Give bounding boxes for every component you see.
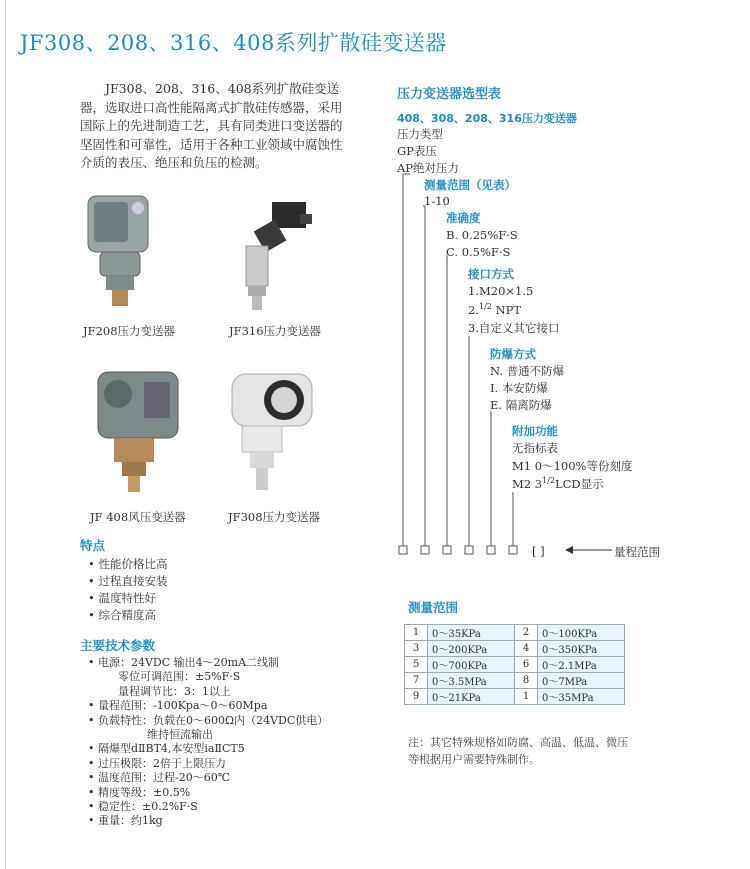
caption-jf316: JF316压力变送器 — [229, 324, 322, 338]
table-cell: 1 — [515, 689, 538, 705]
table-cell: 0～200KPa — [428, 641, 515, 657]
table-cell: 2 — [515, 625, 538, 641]
table-cell: 7 — [405, 673, 428, 689]
range-value: 1-10 — [424, 194, 450, 208]
spec-line: • 重量：约1kg — [88, 814, 163, 828]
table-cell: 0～21KPa — [428, 689, 515, 705]
spec-line: • 过压极限：2倍于上限压力 — [88, 756, 226, 770]
range-arrow-label: 量程范围 — [614, 545, 660, 559]
table-cell: 0～3.5MPa — [428, 673, 515, 689]
table-cell: 0～100KPa — [538, 625, 625, 641]
spec-line: 量程调节比：3：1以上 — [118, 684, 231, 698]
port-2-prefix: 2. — [468, 302, 479, 317]
port-3: 3.自定义其它接口 — [468, 321, 560, 335]
spec-line: • 量程范围：-100Kpa～0～60Mpa — [88, 699, 268, 713]
caption-jf408: JF 408风压变送器 — [90, 510, 186, 524]
option-gp: GP表压 — [397, 144, 437, 158]
list-item: • 综合精度高 — [88, 607, 167, 624]
extra-m1: M1 0～100%等份刻度 — [512, 459, 633, 473]
ex-i: I. 本安防爆 — [490, 381, 548, 395]
features-list — [88, 556, 167, 624]
list-item: • 过程直接安装 — [88, 573, 167, 590]
table-cell: 0～350KPa — [538, 641, 625, 657]
ex-heading: 防爆方式 — [490, 347, 536, 361]
extra-heading: 附加功能 — [512, 424, 558, 438]
pressure-type-label: 压力类型 — [397, 127, 443, 141]
list-item: • 性能价格比高 — [88, 556, 167, 573]
range-heading: 测量范围（见表） — [424, 178, 516, 192]
page-margin-line — [5, 0, 6, 869]
range-bracket: [ ] — [532, 544, 545, 558]
table-row — [405, 689, 625, 705]
page-title: JF308、208、316、408系列扩散硅变送器 — [20, 31, 447, 55]
table-cell: 8 — [515, 673, 538, 689]
range-table-heading: 测量范围 — [408, 600, 459, 615]
table-row — [405, 673, 625, 689]
jf408-photo — [88, 362, 188, 497]
accuracy-b: B. 0.25%F·S — [446, 228, 518, 242]
spec-line: • 负载特性：负载在0～600Ω内（24VDC供电） — [88, 713, 329, 727]
spec-line: • 温度范围：过程-20～60℃ — [88, 771, 231, 785]
spec-line: 零位可调范围：±5%F·S — [118, 670, 241, 684]
table-cell: 5 — [405, 657, 428, 673]
table-cell: 3 — [405, 641, 428, 657]
table-cell: 0～35KPa — [428, 625, 515, 641]
extra-m2-suffix: LCD显示 — [554, 477, 604, 491]
specs-heading: 主要技术参数 — [80, 638, 156, 653]
ex-n: N. 普通不防爆 — [490, 364, 565, 378]
spec-line: 维持恒流输出 — [147, 728, 213, 742]
spec-line: • 隔爆型dⅡBT4,本安型iaⅡCT5 — [88, 742, 245, 756]
jf308-photo — [222, 362, 322, 497]
ex-e: E. 隔离防爆 — [490, 398, 552, 412]
features-heading: 特点 — [80, 538, 106, 553]
table-cell: 1 — [405, 625, 428, 641]
jf316-photo — [228, 198, 328, 313]
footnote: 注：其它特殊规格如防腐、高温、低温、微压等根据用户需要特殊制作。 — [408, 736, 628, 766]
extra-m2-prefix: M2 3 — [512, 477, 543, 491]
extra-none: 无指标表 — [512, 441, 558, 455]
caption-jf308: JF308压力变送器 — [228, 510, 321, 524]
spec-line: • 稳定性：±0.2%F·S — [88, 800, 198, 814]
table-cell: 0～2.1MPa — [538, 657, 625, 673]
table-cell: 9 — [405, 689, 428, 705]
table-row — [405, 625, 625, 641]
extra-m2-fraction: 1/2 — [542, 476, 555, 486]
accuracy-heading: 准确度 — [446, 211, 481, 225]
range-table — [404, 624, 625, 705]
selection-tree-lines — [390, 160, 640, 560]
selection-heading: 压力变送器选型表 — [397, 87, 502, 102]
caption-jf208: JF208压力变送器 — [83, 324, 176, 338]
table-cell: 0～700KPa — [428, 657, 515, 673]
specs-list — [88, 656, 328, 829]
table-row — [405, 641, 625, 657]
option-ap: AP绝对压力 — [397, 161, 460, 175]
accuracy-c: C. 0.5%F·S — [446, 245, 511, 259]
table-cell: 0～7MPa — [538, 673, 625, 689]
jf208-photo — [80, 188, 160, 313]
port-2-fraction: 1/2 — [478, 302, 492, 311]
table-cell: 0～35MPa — [538, 689, 625, 705]
table-cell: 6 — [515, 657, 538, 673]
spec-line: • 精度等级：±0.5% — [88, 785, 191, 799]
list-item: • 温度特性好 — [88, 590, 167, 607]
selection-model: 408、308、208、316压力变送器 — [397, 112, 577, 125]
port-heading: 接口方式 — [468, 267, 514, 281]
port-1: 1.M20×1.5 — [468, 284, 534, 298]
spec-line: • 电源：24VDC 输出4～20mA二线制 — [88, 656, 280, 669]
table-cell: 4 — [515, 641, 538, 657]
port-2-suffix: NPT — [491, 302, 521, 317]
intro-paragraph: JF308、208、316、408系列扩散硅变送器，选取进口高性能隔离式扩散硅传感器，采用国际上的先进制造工艺，具有同类进口变送器的坚固性和可靠性，适用于各种工业领域中腐蚀性介质的表压、绝压和负压的检测。 — [80, 81, 343, 170]
table-row — [405, 657, 625, 673]
